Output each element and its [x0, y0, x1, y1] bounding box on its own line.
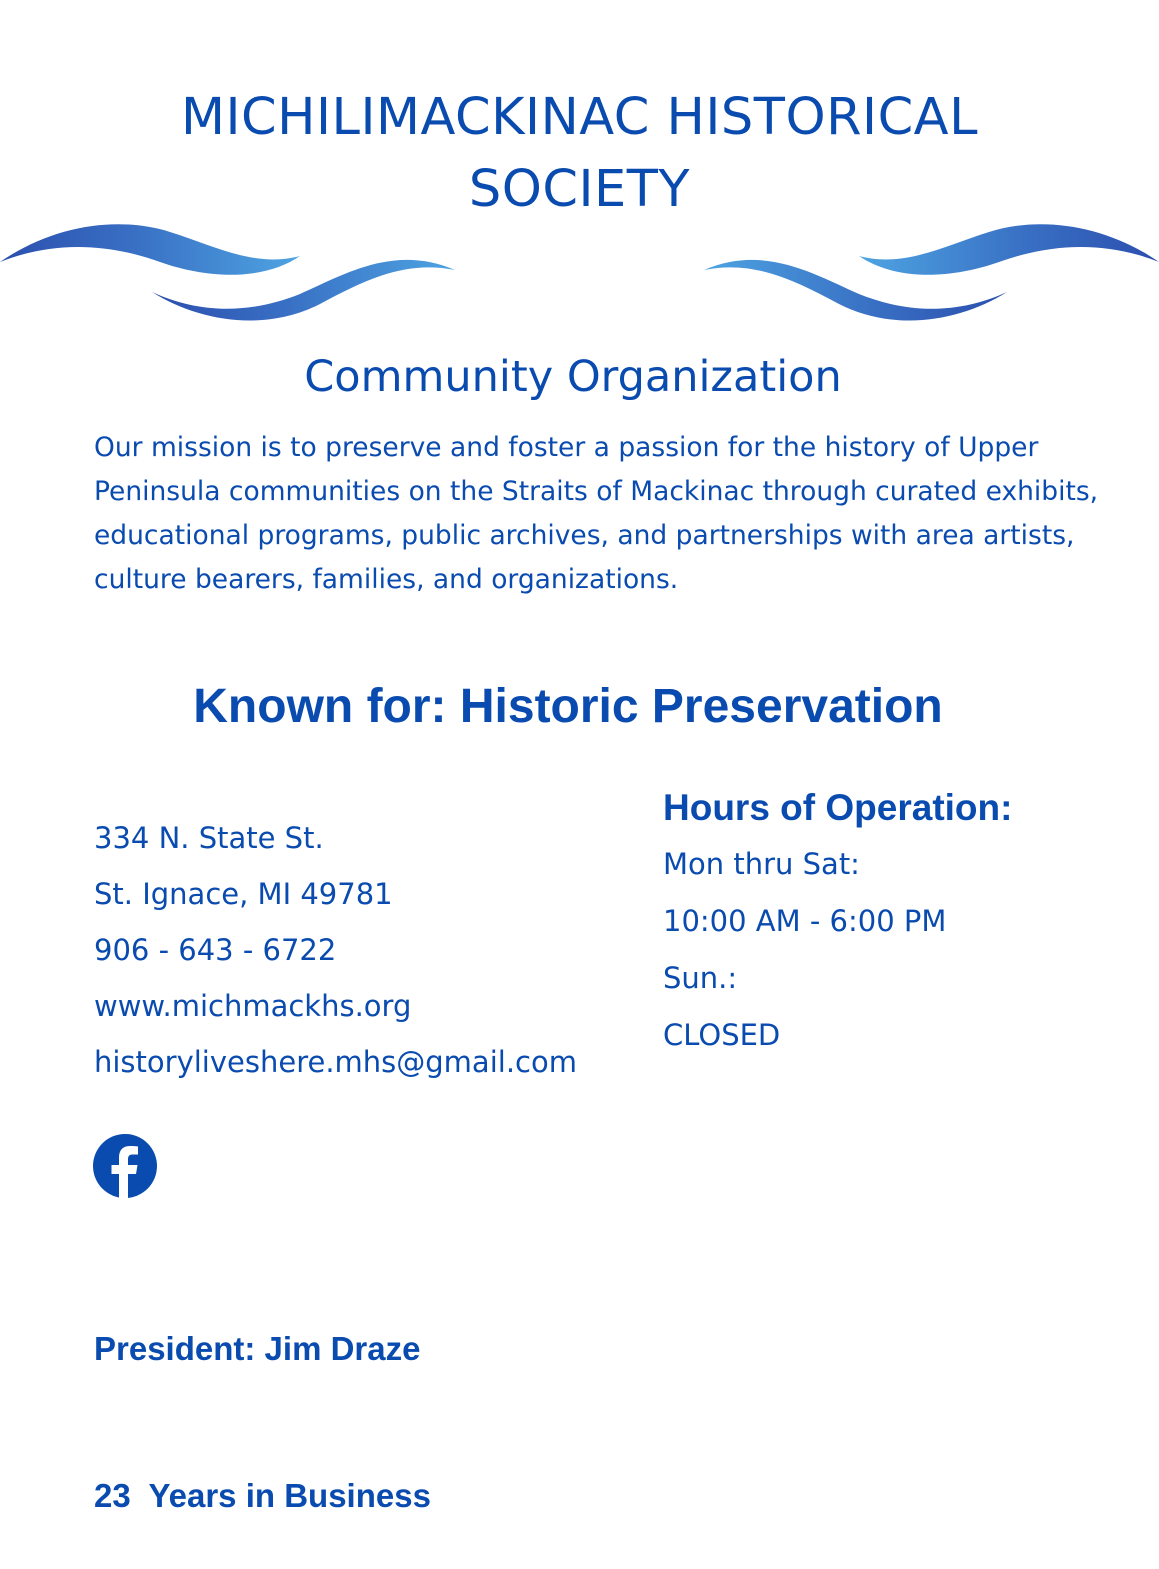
hours-of-operation — [663, 780, 1123, 1064]
subtitle: Community Organization — [304, 352, 842, 402]
facebook-icon[interactable] — [93, 1134, 157, 1198]
decorative-waves — [0, 210, 1159, 340]
email-link[interactable]: historyliveshere.mhs@gmail.com — [94, 1045, 577, 1079]
phone-number: 906 - 643 - 6722 — [94, 933, 337, 967]
mission-statement: Our mission is to preserve and foster a passion for the history of Upper Peninsula communities on the Straits of Mackinac through curated exhibits, educational programs, public archives, and partnerships with area artists, culture bearers, families, and organizations. — [94, 432, 1099, 595]
years-in-business: 23 Years in Business — [94, 1477, 431, 1514]
known-for-heading: Known for: Historic Preservation — [193, 680, 943, 733]
weekday-hours: 10:00 AM - 6:00 PM — [663, 904, 947, 938]
hours-list — [663, 836, 1123, 1064]
address-line-1: 334 N. State St. — [94, 821, 324, 855]
president-name: President: Jim Draze — [94, 1330, 421, 1367]
hours-heading: Hours of Operation: — [663, 787, 1013, 828]
sunday-label: Sun.: — [663, 961, 738, 995]
wave-right-upper — [859, 224, 1159, 275]
sunday-hours: CLOSED — [663, 1018, 781, 1052]
weekday-label: Mon thru Sat: — [663, 847, 860, 881]
contact-info — [94, 810, 654, 1090]
title-line-2: SOCIETY — [468, 160, 691, 219]
page-title — [0, 82, 1159, 226]
website-link[interactable]: www.michmackhs.org — [94, 989, 412, 1023]
wave-left-upper — [0, 224, 300, 275]
title-line-1: MICHILIMACKINAC HISTORICAL — [180, 88, 978, 147]
address-line-2: St. Ignace, MI 49781 — [94, 877, 393, 911]
footer-info — [94, 1226, 431, 1569]
